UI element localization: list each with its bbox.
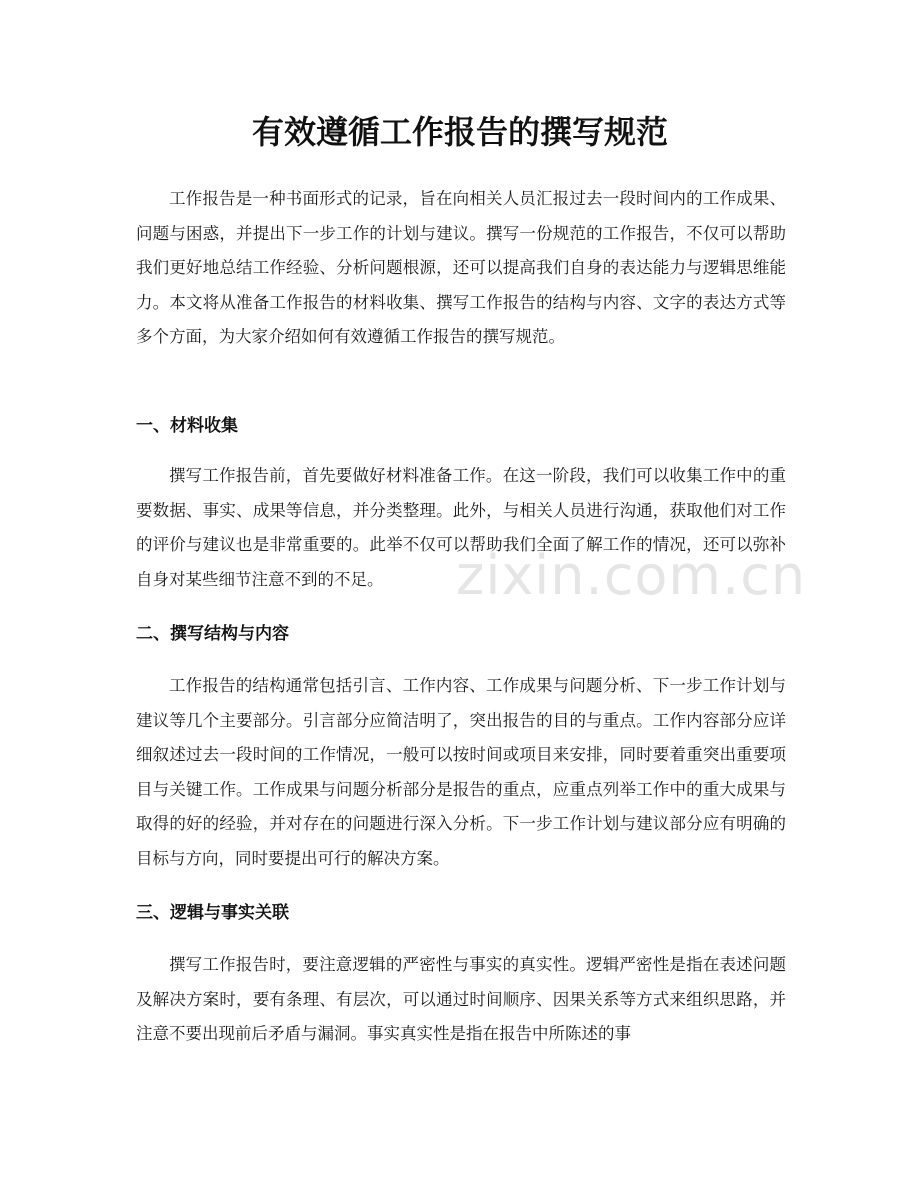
section-body-structure: 工作报告的结构通常包括引言、工作内容、工作成果与问题分析、下一步工作计划与建议等几个主要部分。引言部分应简洁明了，突出报告的目的与重点。工作内容部分应详细叙述过去一段时间的工作情况，一般可以按时间或项目来安排，同时要着重突出重要项目与关键工作。工作成果与问题分析部分是报告的重点，应重点列举工作中的重大成果与取得的好的经验，并对存在的问题进行深入分析。下一步工作计划与建议部分应有明确的目标与方向，同时要提出可行的解决方案。 xyxy=(136,676,786,868)
section-heading-logic: 三、逻辑与事实关联 xyxy=(136,903,289,923)
intro-paragraph: 工作报告是一种书面形式的记录，旨在向相关人员汇报过去一段时间内的工作成果、问题与困惑，并提出下一步工作的计划与建议。撰写一份规范的工作报告，不仅可以帮助我们更好地总结工作经验、分析问题根源，还可以提高我们自身的表达能力与逻辑思维能力。本文将从准备工作报告的材料收集、撰写工作报告的结构与内容、文字的表达方式等多个方面，为大家介绍如何有效遵循工作报告的撰写规范。 xyxy=(136,189,786,346)
section-heading-structure: 二、撰写结构与内容 xyxy=(136,624,289,644)
section-body-materials: 撰写工作报告前，首先要做好材料准备工作。在这一阶段，我们可以收集工作中的重要数据、事实、成果等信息，并分类整理。此外，与相关人员进行沟通，获取他们对工作的评价与建议也是非常重要的。此举不仅可以帮助我们全面了解工作的情况，还可以弥补自身对某些细节注意不到的不足。 xyxy=(136,466,786,589)
section-heading-materials: 一、材料收集 xyxy=(136,416,238,436)
watermark: zixin.com.cn xyxy=(456,544,807,607)
document-title: 有效遵循工作报告的撰写规范 xyxy=(251,113,668,151)
section-body-logic: 撰写工作报告时，要注意逻辑的严密性与事实的真实性。逻辑严密性是指在表述问题及解决方案时，要有条理、有层次，可以通过时间顺序、因果关系等方式来组织思路，并注意不要出现前后矛盾与漏洞。事实真实性是指在报告中所陈述的事 xyxy=(136,955,786,1043)
